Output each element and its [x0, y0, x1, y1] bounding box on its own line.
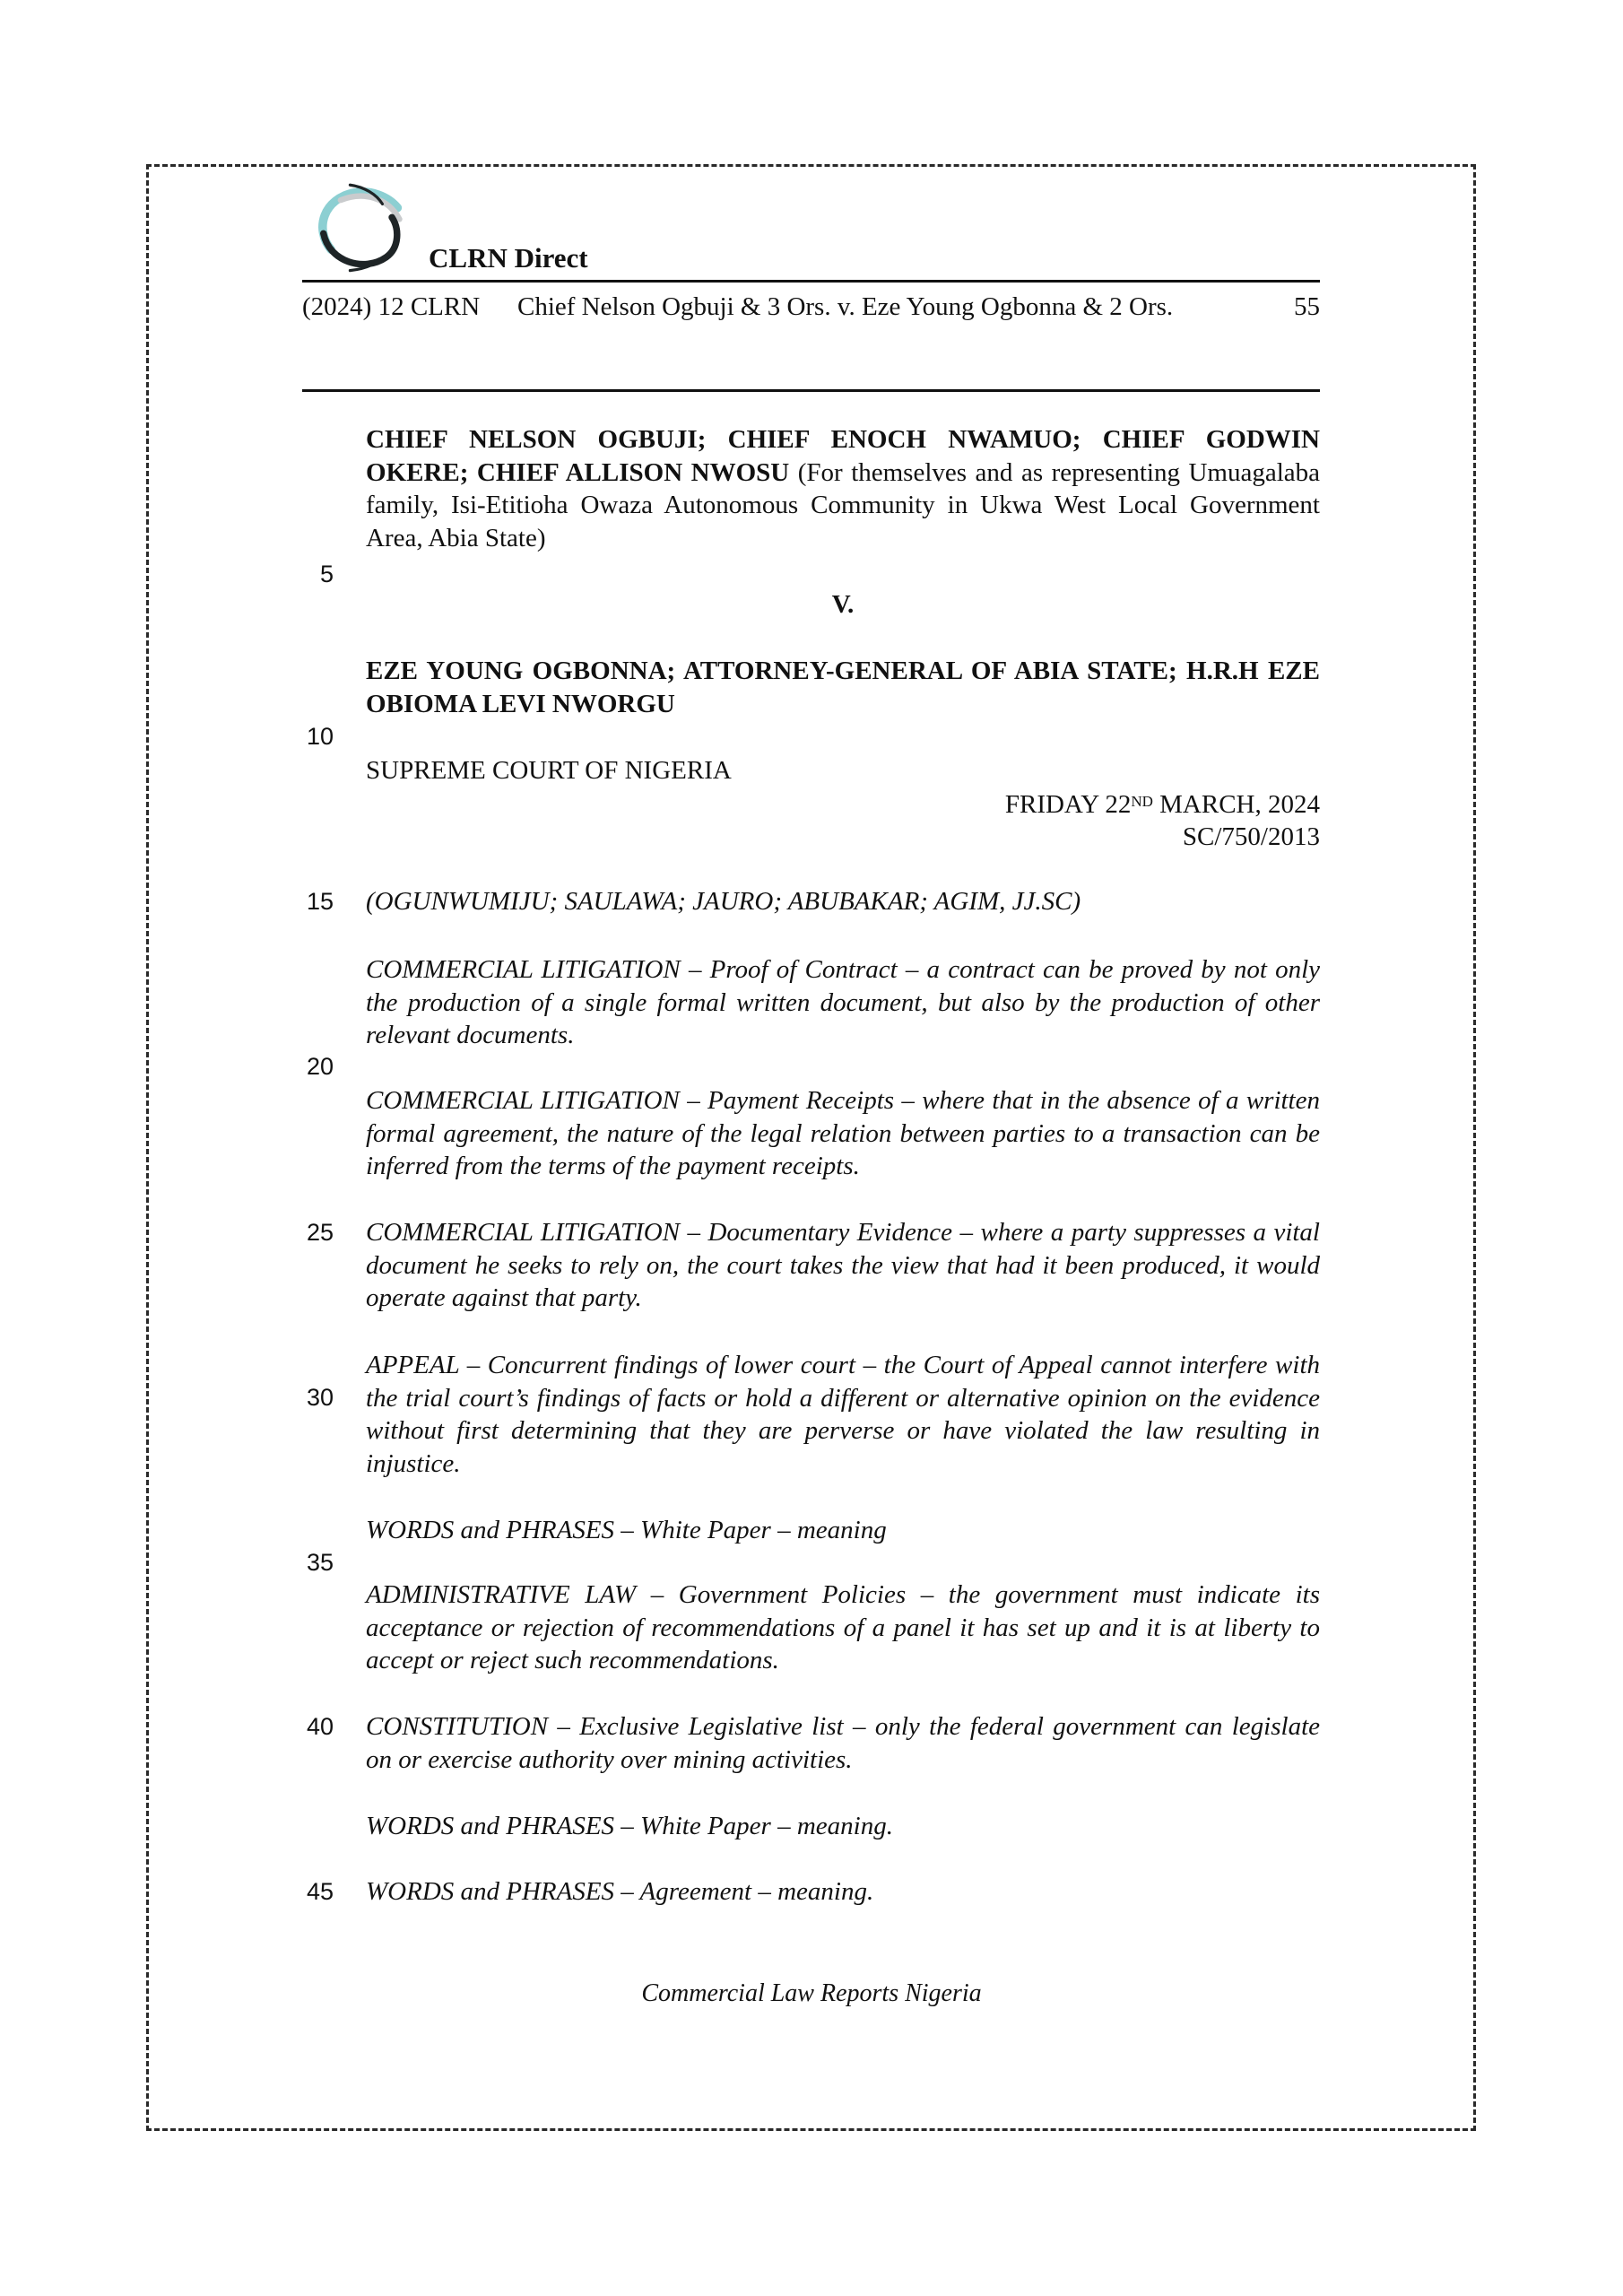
headnote: APPEAL – Concurrent findings of lower court – the Court of Appeal cannot interfere with the trial court’s findings of facts or hold a different or alternative opinion on the evidence without first determining that they are perverse or have violated the law resulting in injustice. [366, 1351, 1320, 1478]
line-number: 5 [319, 561, 334, 587]
line-number: 25 [306, 1219, 334, 1246]
judgment-date: FRIDAY 22ND MARCH, 2024 [1004, 790, 1320, 819]
publication-footer: Commercial Law Reports Nigeria [641, 1979, 982, 2007]
clrn-logo-icon [312, 181, 407, 276]
headnote: WORDS and PHRASES – Agreement – meaning. [366, 1877, 874, 1906]
headnote: WORDS and PHRASES – White Paper – meaning [366, 1516, 887, 1544]
headnote: COMMERCIAL LITIGATION – Documentary Evidence – where a party suppresses a vital document he seeks to rely on, the court takes the view that had it been produced, it would operate against that party. [366, 1218, 1320, 1313]
court-name: SUPREME COURT OF NIGERIA [366, 756, 732, 785]
case-short-title: Chief Nelson Ogbuji & 3 Ors. v. Eze Young Ogbonna & 2 Ors. [517, 292, 1174, 321]
headnote: COMMERCIAL LITIGATION – Proof of Contract – a contract can be proved by not only the production of a single formal written document, but also by the production of other relevant documents. [366, 955, 1320, 1050]
brand-name: CLRN Direct [429, 242, 588, 274]
line-number: 20 [306, 1053, 334, 1080]
headnote: CONSTITUTION – Exclusive Legislative list – only the federal government can legislate on or exercise authority over mining activities. [366, 1712, 1320, 1774]
page-number: 55 [1294, 292, 1320, 321]
headnote: WORDS and PHRASES – White Paper – meaning. [366, 1812, 893, 1840]
case-number: SC/750/2013 [1182, 822, 1320, 851]
line-number: 15 [306, 888, 334, 915]
appellants-block [366, 423, 1320, 554]
justices-panel: (OGUNWUMIJU; SAULAWA; JAURO; ABUBAKAR; AGIM, JJ.SC) [366, 887, 1081, 916]
line-number: 40 [306, 1713, 334, 1740]
header-rule [302, 280, 1320, 283]
report-citation: (2024) 12 CLRN [302, 292, 481, 321]
running-header [302, 289, 1320, 325]
line-number: 10 [306, 723, 334, 750]
appellants-description: (For themselves and as representing Umuagalaba family, Isi-Etitioha Owaza Autonomous Community in Ukwa West Local Government Area, Abia State) [366, 457, 1320, 552]
respondents-names: EZE YOUNG OGBONNA; ATTORNEY-GENERAL OF ABIA STATE; H.R.H EZE OBIOMA LEVI NWORGU [366, 657, 1320, 718]
line-number: 45 [306, 1878, 334, 1905]
headnote: COMMERCIAL LITIGATION – Payment Receipts – where that in the absence of a written formal agreement, the nature of the legal relation between parties to a transaction can be inferred from the terms of the payment receipts. [366, 1086, 1320, 1181]
header-bottom-rule [302, 389, 1320, 392]
headnote: ADMINISTRATIVE LAW – Government Policies – the government must indicate its acceptance or rejection of recommendations of a panel it has set up and it is at liberty to accept or reject such recommendations. [366, 1580, 1320, 1675]
versus-label: V. [831, 590, 855, 619]
line-number: 35 [306, 1549, 334, 1576]
appellants-names: CHIEF NELSON OGBUJI; CHIEF ENOCH NWAMUO; CHIEF GODWIN OKERE; CHIEF ALLISON NWOSU [366, 425, 1320, 487]
line-number: 30 [306, 1384, 334, 1411]
